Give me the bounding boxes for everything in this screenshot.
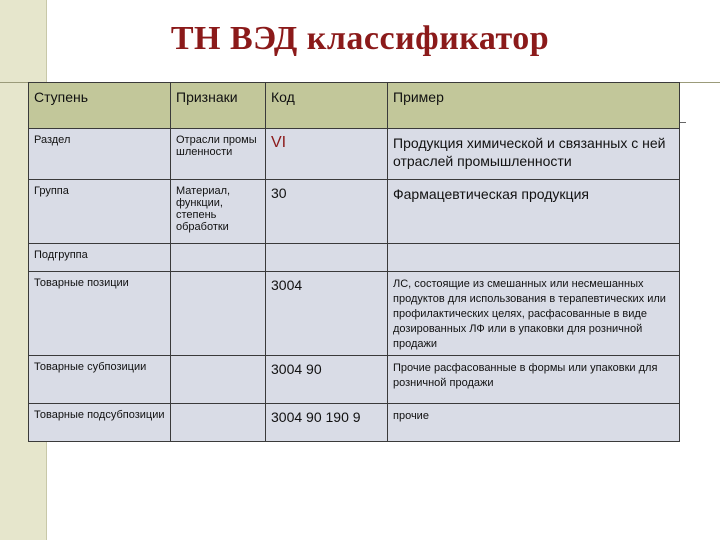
table-header-row <box>29 83 680 129</box>
cell-signs: Отрасли промышленности <box>171 129 266 180</box>
cell-step: Группа <box>29 180 171 244</box>
cell-signs: Материал, функции, степень обработки <box>171 180 266 244</box>
cell-step: Подгруппа <box>29 244 171 272</box>
cell-signs <box>171 244 266 272</box>
cell-code: 3004 90 190 9 <box>266 404 388 442</box>
cell-code: 30 <box>266 180 388 244</box>
cell-signs <box>171 272 266 356</box>
cell-example: Продукция химической и связанных с ней отраслей промышленности <box>388 129 680 180</box>
table-row <box>29 129 680 180</box>
cell-example: Фармацевтическая продукция <box>388 180 680 244</box>
cell-example <box>388 244 680 272</box>
cell-code: VI <box>266 129 388 180</box>
table-row <box>29 180 680 244</box>
cell-example: ЛС, состоящие из смешанных или несмешанных продуктов для использования в терапевтических или профилактических целях, расфасованные в виде дозированных ЛФ или в упаковки для розничной продажи <box>388 272 680 356</box>
cell-signs <box>171 404 266 442</box>
cell-step: Товарные подсубпозиции <box>29 404 171 442</box>
table-row <box>29 404 680 442</box>
cell-signs <box>171 356 266 404</box>
cell-code <box>266 244 388 272</box>
cell-step: Товарные субпозиции <box>29 356 171 404</box>
cell-example: прочие <box>388 404 680 442</box>
header-example: Пример <box>388 83 680 129</box>
header-code: Код <box>266 83 388 129</box>
header-step: Ступень <box>29 83 171 129</box>
page-title: ТН ВЭД классификатор <box>170 20 550 57</box>
header-signs: Признаки <box>171 83 266 129</box>
classifier-table <box>28 82 680 442</box>
table-row <box>29 244 680 272</box>
cell-step: Товарные позиции <box>29 272 171 356</box>
table-row <box>29 356 680 404</box>
table-row <box>29 272 680 356</box>
cell-step: Раздел <box>29 129 171 180</box>
cell-example: Прочие расфасованные в формы или упаковки для розничной продажи <box>388 356 680 404</box>
cell-code: 3004 <box>266 272 388 356</box>
cell-code: 3004 90 <box>266 356 388 404</box>
